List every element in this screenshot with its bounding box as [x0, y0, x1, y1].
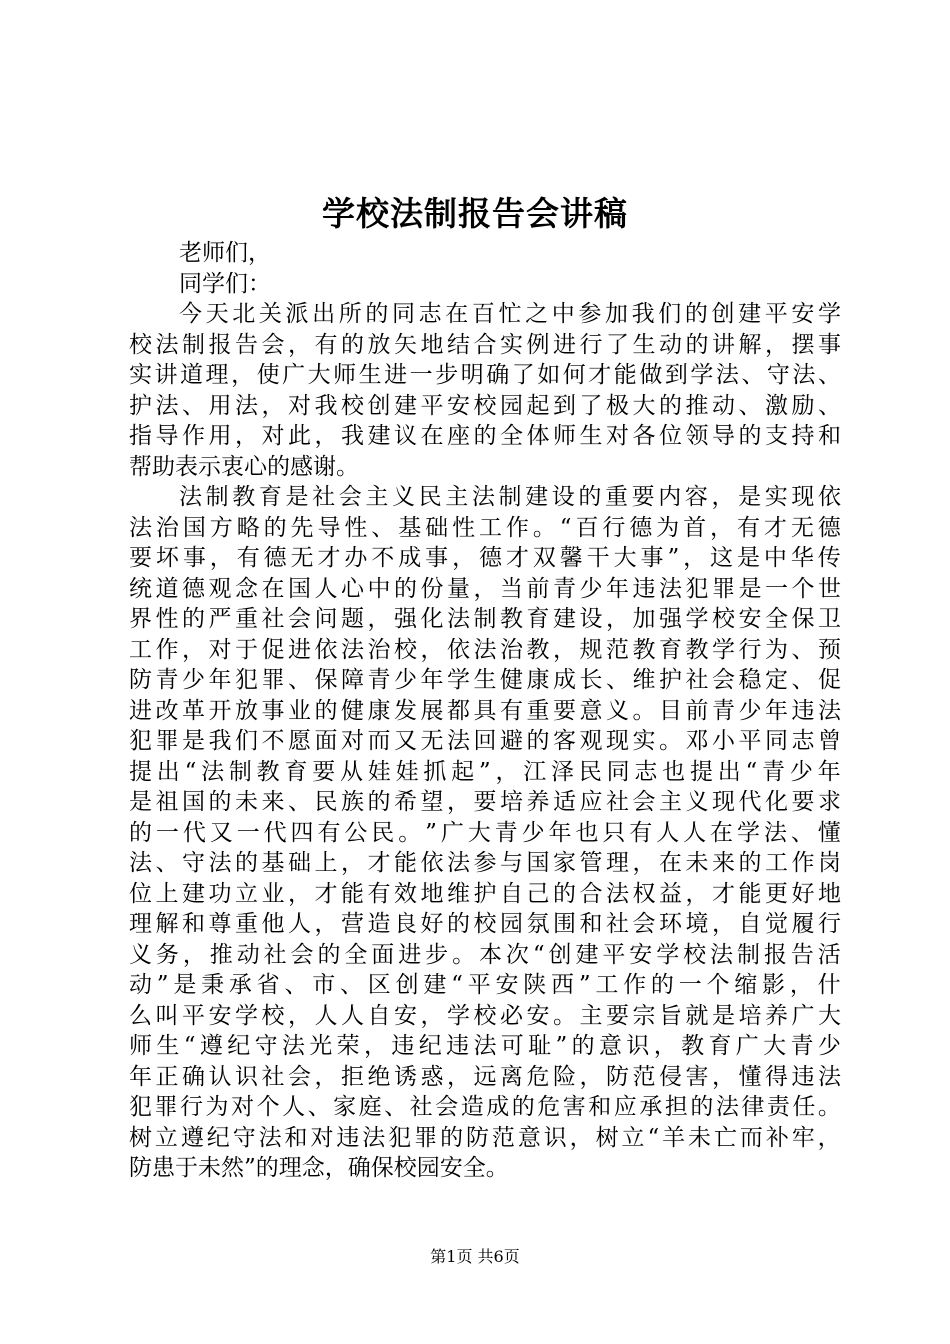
paragraph-2-line: 工 作 ， 对 于 促 进 依 法 治 校 ， 依 法 治 教 ， 规 范 教 育 教 学 行 为 、 预	[129, 636, 841, 663]
paragraph-2-line: 年 正 确 认 识 社 会 ， 拒 绝 诱 惑 ， 远 离 危 险 ， 防 范 侵 害 ， 懂 得 违 法	[129, 1063, 841, 1090]
paragraph-2-line: 师 生 “ 遵 纪 守 法 光 荣 ， 违 纪 违 法 可 耻 ” 的 意 识 ， 教 育 广 大 青 少	[129, 1033, 841, 1059]
paragraph-1-line: 帮助表示衷心的感谢。	[129, 453, 359, 480]
paragraph-2-line: 犯 罪 行 为 对 个 人 、 家 庭 、 社 会 造 成 的 危 害 和 应 承 担 的 法 律 责 任 。	[129, 1094, 841, 1120]
paragraph-2-line: 位 上 建 功 立 业 ， 才 能 有 效 地 维 护 自 己 的 合 法 权 益 ， 才 能 更 好 地	[129, 880, 841, 907]
paragraph-2-line: 动 ” 是 秉 承 省 、 市 、 区 创 建 “ 平 安 陕 西 ” 工 作 的 一 个 缩 影 ， 什	[129, 972, 841, 998]
paragraph-2-line: 法 、 守 法 的 基 础 上 ， 才 能 依 法 参 与 国 家 管 理 ， 在 未 来 的 工 作 岗	[129, 850, 841, 876]
paragraph-2-line: 犯 罪 是 我 们 不 愿 面 对 而 又 无 法 回 避 的 客 观 现 实 。 邓 小 平 同 志 曾	[129, 728, 841, 754]
paragraph-1-line: 校 法 制 报 告 会 ， 有 的 放 矢 地 结 合 实 例 进 行 了 生 动 的 讲 解 ， 摆 事	[129, 331, 841, 358]
paragraph-2-line: 么 叫 平 安 学 校 ， 人 人 自 安 ， 学 校 必 安 。 主 要 宗 旨 就 是 培 养 广 大	[129, 1002, 841, 1029]
salutation-students: 同学们：	[179, 270, 271, 297]
paragraph-2-line: 界 性 的 严 重 社 会 问 题 ， 强 化 法 制 教 育 建 设 ， 加 强 学 校 安 全 保 卫	[129, 606, 841, 632]
document-body	[129, 238, 841, 1184]
salutation-teachers: 老师们，	[179, 240, 271, 266]
paragraph-1-line: 今 天 北 关 派 出 所 的 同 志 在 百 忙 之 中 参 加 我 们 的 创 建 平 安 学	[179, 301, 841, 327]
paragraph-2-line: 要 坏 事 ， 有 德 无 才 办 不 成 事 ， 德 才 双 馨 干 大 事 ” ， 这 是 中 华 传	[129, 545, 841, 571]
paragraph-2-line: 进 改 革 开 放 事 业 的 健 康 发 展 都 具 有 重 要 意 义 。 目 前 青 少 年 违 法	[129, 697, 841, 724]
paragraph-2-line: 是 祖 国 的 未 来 、 民 族 的 希 望 ， 要 培 养 适 应 社 会 主 义 现 代 化 要 求	[129, 789, 841, 815]
document-title: 学校法制报告会讲稿	[322, 194, 628, 233]
paragraph-2-line: 的 一 代 又 一 代 四 有 公 民 。 ” 广 大 青 少 年 也 只 有 人 人 在 学 法 、 懂	[129, 819, 841, 846]
paragraph-2-line: 防患于未然”的理念，确保校园安全。	[129, 1155, 509, 1181]
paragraph-2-line: 统 道 德 观 念 在 国 人 心 中 的 份 量 ， 当 前 青 少 年 违 法 犯 罪 是 一 个 世	[129, 575, 841, 602]
paragraph-2-line: 法 治 国 方 略 的 先 导 性 、 基 础 性 工 作 。 “ 百 行 德 为 首 ， 有 才 无 德	[129, 514, 841, 541]
paragraph-2-line: 法 制 教 育 是 社 会 主 义 民 主 法 制 建 设 的 重 要 内 容 ， 是 实 现 依	[179, 484, 841, 510]
paragraph-2-line: 防 青 少 年 犯 罪 、 保 障 青 少 年 学 生 健 康 成 长 、 维 护 社 会 稳 定 、 促	[129, 667, 841, 693]
paragraph-1-line: 实 讲 道 理 ， 使 广 大 师 生 进 一 步 明 确 了 如 何 才 能 做 到 学 法 、 守 法 、	[129, 362, 841, 388]
paragraph-1-line: 指 导 作 用 ， 对 此 ， 我 建 议 在 座 的 全 体 师 生 对 各 位 领 导 的 支 持 和	[129, 423, 841, 449]
paragraph-2-line: 树 立 遵 纪 守 法 和 对 违 法 犯 罪 的 防 范 意 识 ， 树 立 “ 羊 未 亡 而 补 牢 ，	[129, 1124, 841, 1151]
page-number: 第1页 共6页	[430, 1247, 520, 1266]
paragraph-2-line: 提 出 “ 法 制 教 育 要 从 娃 娃 抓 起 ” ， 江 泽 民 同 志 也 提 出 “ 青 少 年	[129, 758, 841, 785]
paragraph-2-line: 义 务 ， 推 动 社 会 的 全 面 进 步 。 本 次 “ 创 建 平 安 学 校 法 制 报 告 活	[129, 941, 841, 968]
paragraph-1-line: 护 法 、 用 法 ， 对 我 校 创 建 平 安 校 园 起 到 了 极 大 的 推 动 、 激 励 、	[129, 392, 841, 419]
paragraph-2-line: 理 解 和 尊 重 他 人 ， 营 造 良 好 的 校 园 氛 围 和 社 会 环 境 ， 自 觉 履 行	[129, 911, 841, 937]
